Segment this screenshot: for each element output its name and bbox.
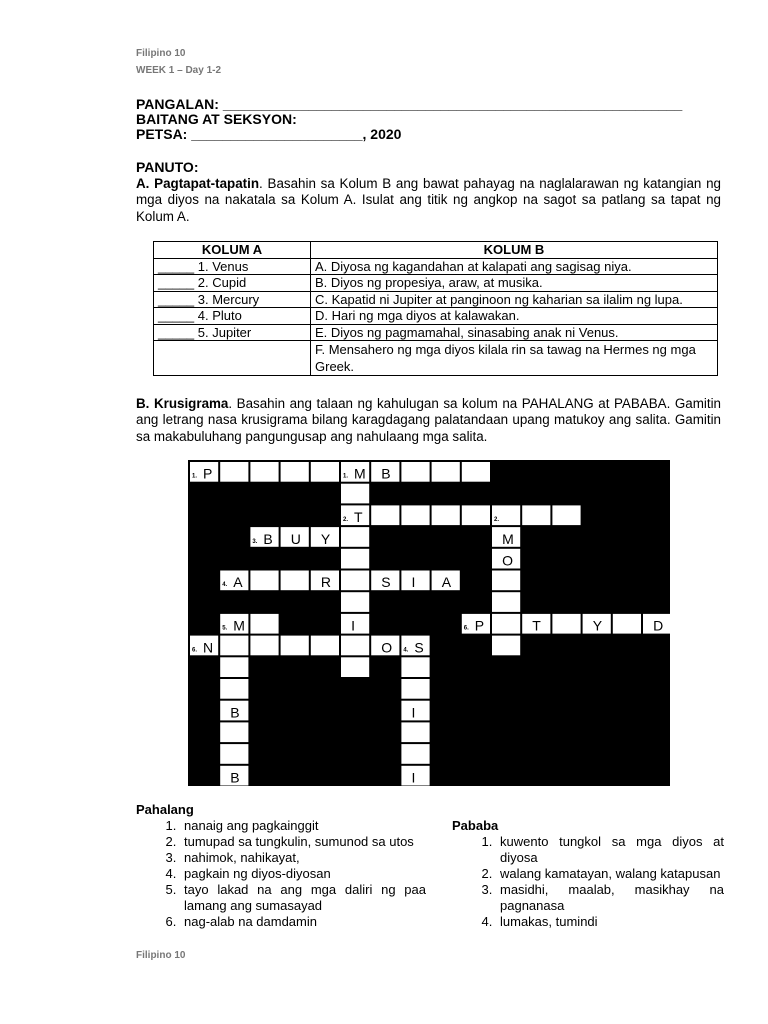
crossword-cell[interactable]: [220, 657, 248, 677]
crossword-cell[interactable]: [311, 462, 339, 482]
crossword-letter: I: [411, 574, 416, 591]
crossword-letter: P: [474, 617, 485, 634]
column-a-cell[interactable]: _____ 2. Cupid: [154, 275, 311, 292]
header-subject: Filipino 10: [136, 48, 186, 59]
crossword-letter: I: [351, 617, 355, 634]
matching-table: [153, 241, 718, 376]
down-clue: 1. kuwento tungkol sa mga diyos at diyosa: [496, 834, 724, 866]
crossword-cell[interactable]: [401, 701, 429, 721]
crossword-cell[interactable]: [341, 636, 369, 656]
crossword-letter: R: [320, 574, 332, 591]
table-row: [154, 258, 718, 275]
crossword-cell[interactable]: [281, 571, 309, 591]
across-clue: 4. pagkain ng diyos-diyosan: [180, 866, 426, 882]
crossword-letter: D: [653, 617, 664, 634]
crossword-letter: S: [381, 574, 391, 591]
column-a-cell[interactable]: _____ 5. Jupiter: [154, 324, 311, 341]
across-clue: 6. nag-alab na damdamin: [180, 914, 426, 930]
crossword-cell[interactable]: [341, 657, 369, 677]
crossword-cell[interactable]: [311, 636, 339, 656]
crossword-cell[interactable]: [522, 505, 550, 525]
table-row: [154, 308, 718, 325]
column-a-cell[interactable]: _____ 3. Mercury: [154, 291, 311, 308]
crossword-cell[interactable]: [492, 592, 520, 612]
crossword-cell[interactable]: [462, 462, 490, 482]
crossword-letter: T: [532, 617, 541, 634]
crossword-cell[interactable]: [371, 505, 399, 525]
instruction-a: [136, 176, 721, 225]
footer-subject: Filipino 10: [136, 950, 186, 961]
column-a-cell[interactable]: _____ 1. Venus: [154, 258, 311, 275]
column-a-cell[interactable]: _____ 4. Pluto: [154, 308, 311, 325]
across-clue: 5. tayo lakad na ang mga daliri ng paa lamang ang sumasayad: [180, 882, 426, 914]
down-clue: 2. walang kamatayan, walang katapusan: [496, 866, 724, 882]
instructions-heading: PANUTO:: [136, 159, 199, 175]
down-clue: 4. lumakas, tumindi: [496, 914, 724, 930]
crossword-cell[interactable]: [220, 722, 248, 742]
crossword-cell-number: 2.: [494, 517, 500, 524]
crossword-cell-number: 5.: [222, 625, 228, 632]
crossword-letter: T: [354, 509, 363, 526]
name-field: PANGALAN: ___________________________________________________________: [136, 96, 683, 112]
crossword-cell[interactable]: [250, 614, 278, 634]
crossword-cell[interactable]: [341, 592, 369, 612]
crossword-letter: M: [354, 465, 366, 482]
crossword-cell-number: 4.: [222, 582, 228, 589]
crossword-cell[interactable]: [432, 505, 460, 525]
crossword-letter: Y: [592, 617, 603, 634]
table-row: [154, 324, 718, 341]
crossword-letter: A: [441, 574, 452, 591]
crossword-cell[interactable]: [432, 462, 460, 482]
crossword-letter: N: [203, 639, 214, 656]
column-a-cell: [154, 341, 311, 376]
crossword-cell[interactable]: [552, 614, 580, 634]
column-b-cell: B. Diyos ng propesiya, araw, at musika.: [311, 275, 718, 292]
crossword-cell[interactable]: [341, 614, 369, 634]
crossword-cell-number: 1.: [192, 473, 198, 480]
crossword-letter: B: [263, 530, 273, 547]
crossword-letter: B: [381, 465, 391, 482]
instruction-b-label: B. Krusigrama: [136, 396, 229, 411]
crossword-cell[interactable]: [613, 614, 641, 634]
column-b-cell: E. Diyos ng pagmamahal, sinasabing anak ni Venus.: [311, 324, 718, 341]
crossword-cell[interactable]: [552, 505, 580, 525]
header-week: WEEK 1 – Day 1-2: [136, 65, 222, 76]
crossword-cell-number: 1.: [343, 473, 349, 480]
column-b-cell: D. Hari ng mga diyos at kalawakan.: [311, 308, 718, 325]
crossword-cell[interactable]: [281, 462, 309, 482]
across-clue: 1. nanaig ang pagkainggit: [180, 818, 426, 834]
table-row: [154, 275, 718, 292]
crossword-letter: I: [411, 704, 416, 721]
crossword-cell[interactable]: [401, 462, 429, 482]
crossword-cell[interactable]: [492, 636, 520, 656]
down-clues: [452, 818, 724, 930]
date-field: PETSA: ______________________, 2020: [136, 126, 402, 142]
crossword-letter: O: [502, 552, 513, 569]
table-row: [154, 341, 718, 376]
crossword-cell-number: 3.: [252, 538, 258, 545]
crossword-cell[interactable]: [341, 571, 369, 591]
crossword-letter: B: [230, 704, 240, 721]
crossword-cell[interactable]: [341, 527, 369, 547]
instruction-b: [136, 396, 721, 445]
crossword-cell[interactable]: [401, 722, 429, 742]
crossword-cell-number: 6.: [463, 625, 469, 632]
crossword-cell[interactable]: [401, 679, 429, 699]
crossword-cell[interactable]: [341, 484, 369, 504]
crossword-cell[interactable]: [250, 571, 278, 591]
crossword-letter: U: [290, 530, 301, 547]
table-row: [154, 291, 718, 308]
column-b-cell: A. Diyosa ng kagandahan at kalapati ang sagisag niya.: [311, 258, 718, 275]
crossword-cell[interactable]: [250, 462, 278, 482]
crossword-cell[interactable]: [492, 614, 520, 634]
crossword-cell[interactable]: [220, 744, 248, 764]
crossword-cell[interactable]: [220, 679, 248, 699]
column-b-cell: C. Kapatid ni Jupiter at panginoon ng kaharian sa ilalim ng lupa.: [311, 291, 718, 308]
crossword-letter: A: [233, 574, 243, 591]
across-clues: [136, 802, 426, 930]
across-clue: 3. nahimok, nahikayat,: [180, 850, 426, 866]
crossword-cell[interactable]: [250, 636, 278, 656]
crossword-cell[interactable]: [462, 505, 490, 525]
crossword-cell[interactable]: [401, 744, 429, 764]
down-heading: Pababa: [452, 818, 499, 833]
across-clue: 2. tumupad sa tungkulin, sumunod sa utos: [180, 834, 426, 850]
down-clue: 3. masidhi, maalab, masikhay na pagnanasa: [496, 882, 724, 914]
crossword-cell[interactable]: [492, 571, 520, 591]
crossword-cell[interactable]: [281, 636, 309, 656]
crossword-letter: M: [502, 530, 514, 547]
crossword-letter: I: [411, 769, 416, 786]
crossword-cell[interactable]: [220, 462, 248, 482]
crossword-letter: O: [381, 639, 393, 656]
across-heading: Pahalang: [136, 802, 194, 817]
crossword-letter: B: [230, 769, 240, 786]
crossword-cell-number: 6.: [192, 647, 198, 654]
crossword-letter: M: [233, 617, 245, 634]
crossword-cell-number: 2.: [343, 517, 349, 524]
instruction-b-text: . Basahin ang talaan ng kahulugan sa kolum na PAHALANG at PABABA. Gamitin ang letrang nasa krusigrama bilang karagdagang palatandaan upang matukoy ang salita. Gamitin sa makabuluhang pangungusap ang nahulaang mga salita.: [136, 396, 721, 444]
crossword-cell[interactable]: [341, 549, 369, 569]
column-b-cell: F. Mensahero ng mga diyos kilala rin sa tawag na Hermes ng mga Greek.: [311, 341, 718, 376]
instruction-a-label: A. Pagtapat-tapatin: [136, 176, 260, 191]
column-a-header: KOLUM A: [154, 242, 311, 259]
crossword-cell[interactable]: [220, 636, 248, 656]
crossword-cell[interactable]: [401, 505, 429, 525]
crossword-cell[interactable]: [401, 571, 429, 591]
column-b-header: KOLUM B: [311, 242, 718, 259]
crossword-grid: [188, 460, 670, 786]
crossword-letter: Y: [320, 530, 331, 547]
crossword-cell[interactable]: [401, 766, 429, 786]
instruction-a-text: . Basahin sa Kolum B ang bawat pahayag na naglalarawan ng katangian ng mga diyos na nakatala sa Kolum A. Isulat ang titik ng angkop na sagot sa patlang sa tapat ng Kolum A.: [136, 176, 722, 224]
crossword-cell[interactable]: [401, 657, 429, 677]
crossword-letter: P: [203, 465, 213, 482]
crossword-letter: S: [414, 639, 424, 656]
crossword-cell-number: 4.: [403, 647, 409, 654]
grade-section-field: BAITANG AT SEKSYON:: [136, 111, 297, 127]
